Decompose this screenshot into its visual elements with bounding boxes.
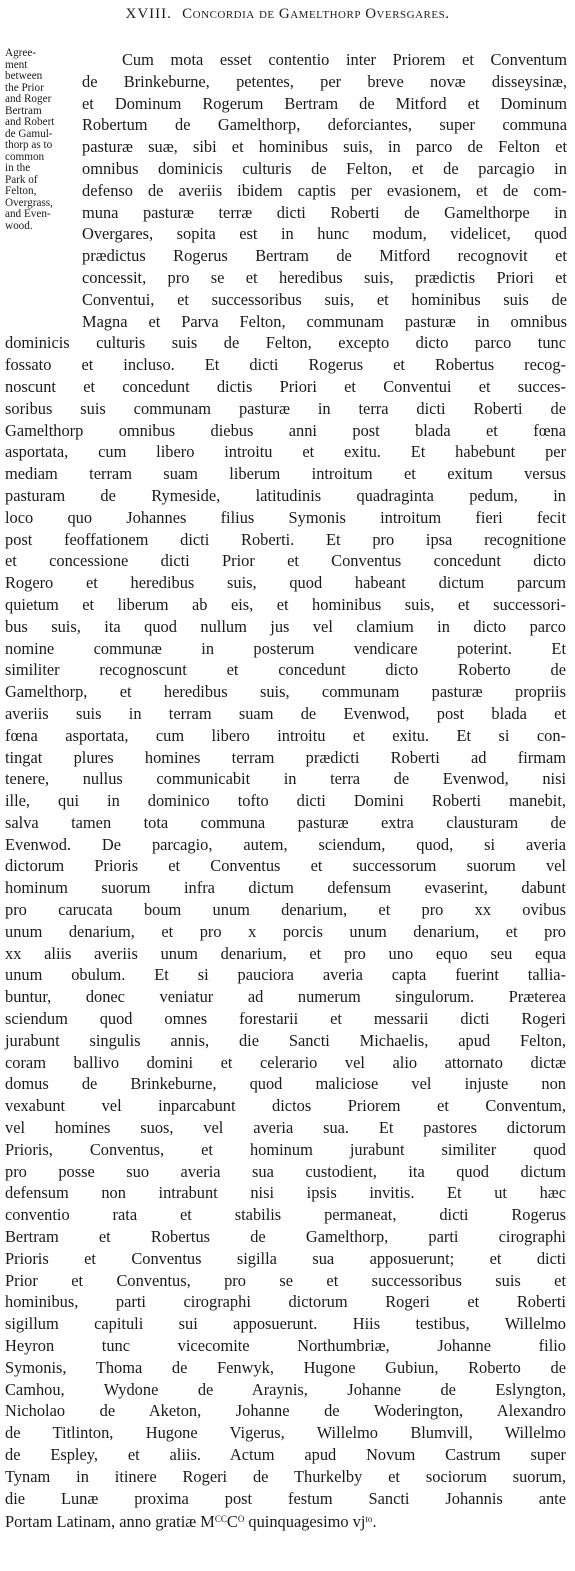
text-fragment: Portam Latinam, anno gratiæ M <box>5 1512 215 1532</box>
text-line: Prior et Conventus, pro se et successoribus suis et <box>5 1270 566 1290</box>
text-fragment: quinquagesimo vj <box>244 1512 366 1532</box>
margin-note-line: thorp as to <box>5 139 53 151</box>
text-fragment: . <box>372 1512 377 1532</box>
text-line: pasturam de Rymeside, latitudinis quadraginta pedum, in <box>5 485 566 505</box>
text-line: similiter recognoscunt et concedunt dicto Roberto de <box>5 660 566 680</box>
text-line: et concessione dicti Prior et Conventus concedunt dicto <box>5 551 566 571</box>
text-line: de Titlinton, Hugone Vigerus, Willelmo Blumvill, Willelmo <box>5 1423 566 1443</box>
text-line: Prioris, Conventus, et hominum jurabunt similiter quod <box>5 1139 566 1159</box>
text-line: salva tamen tota communa pasturæ extra clausturam de <box>5 812 566 832</box>
text-line: quietum et liberum ab eis, et hominibus suis, et successori- <box>5 594 566 614</box>
text-line: et Dominum Rogerum Bertram de Mitford et Dominum <box>82 93 567 113</box>
margin-note-line: Park of <box>5 173 38 186</box>
text-line: soribus suis communam pasturæ in terra dicti Roberti de <box>5 398 566 418</box>
text-line: Camhou, Wydone de Araynis, Johanne de Eslyngton, <box>5 1379 566 1399</box>
text-line: post feoffationem dicti Roberti. Et pro ipsa recognitione <box>5 529 566 549</box>
text-line: coram ballivo domini et celerario vel alio attornato dictæ <box>5 1052 566 1072</box>
text-line: vel homines suos, vel averia sua. Et pastores dictorum <box>5 1118 566 1138</box>
text-line: buntur, donec veniatur ad numerum singulorum. Præterea <box>5 987 566 1007</box>
text-line: Conventui, et successoribus suis, et hominibus suis de <box>82 289 567 309</box>
margin-note-line: and Roger <box>5 93 52 105</box>
text-line: sciendum quod omnes forestarii et messarii dicti Rogeri <box>5 1009 566 1029</box>
text-line: defensum non intrabunt nisi ipsis invitis. Et ut hæc <box>5 1183 566 1203</box>
text-line: de Espley, et aliis. Actum apud Novum Castrum super <box>5 1445 566 1464</box>
text-line-final <box>5 1509 566 1533</box>
text-line: loco quo Johannes filius Symonis introitum fieri fecit <box>5 507 566 527</box>
text-line: dominicis culturis suis de Felton, excepto dicto parco tunc <box>5 333 566 353</box>
text-line: Symonis, Thoma de Fenwyk, Hugone Gubiun, Roberto de <box>5 1357 566 1377</box>
margin-note-line: Agree- <box>5 47 37 59</box>
superscript: CC <box>214 1514 227 1525</box>
margin-note-line: the Prior <box>5 81 44 94</box>
margin-note-line: and Robert <box>5 116 55 128</box>
text-line: pro carucata boum unum denarium, et pro xx ovibus <box>5 900 566 920</box>
text-line: tenere, nullus communicabit in terra de Evenwod, nisi <box>5 769 566 789</box>
margin-note-line: ment <box>5 58 28 71</box>
text-line: hominum suorum infra dictum defensum evaserint, dabunt <box>5 878 566 898</box>
text-line: ille, qui in dominico tofto dicti Domini Roberti manebit, <box>5 791 566 811</box>
text-line: Tynam in itinere Rogeri de Thurkelby et sociorum suorum, <box>5 1466 566 1486</box>
text-line: unum obulum. Et si pauciora averia capta fuerint tallia- <box>5 965 566 985</box>
text-line: pasturæ suæ, sibi et hominibus suis, in parco de Felton et <box>82 137 567 157</box>
text-line: Robertum de Gamelthorp, deforciantes, super communa <box>82 115 567 135</box>
superscript: to <box>365 1514 373 1525</box>
superscript: O <box>237 1514 245 1525</box>
text-line: prædictus Rogerus Bertram de Mitford recognovit et <box>82 246 567 266</box>
text-line: Bertram et Robertus de Gamelthorp, parti cirographi <box>5 1227 566 1247</box>
text-line: pro posse suo averia sua custodient, ita quod dictum <box>5 1161 566 1181</box>
text-line: Gamelthorp, et heredibus suis, communam pasturæ propriis <box>5 682 566 702</box>
text-line: concessit, pro se et heredibus suis, prædictis Priori et <box>82 267 567 287</box>
text-line: vexabunt vel inparcabunt dictos Priorem et Conventum, <box>5 1096 566 1116</box>
text-line: fœna asportata, cum libero introitu et exitu. Et si con- <box>5 725 566 745</box>
margin-note-line: Bertram <box>5 104 42 117</box>
text-fragment: C <box>226 1512 238 1532</box>
document-body <box>0 49 575 1533</box>
text-line: mediam terram suam liberum introitum et exitum versus <box>5 464 566 484</box>
text-line: asportata, cum libero introitu et exitu. Et habebunt per <box>5 442 566 462</box>
text-line: unum denarium, et pro x porcis unum denarium, et pro <box>5 921 566 941</box>
text-line: die Lunæ proxima post festum Sancti Johannis ante <box>5 1488 566 1508</box>
text-line: tingat plures homines terram prædicti Roberti ad firmam <box>5 747 566 767</box>
document-heading <box>0 6 575 23</box>
text-line: hominibus, parti cirographi dictorum Rogeri et Roberti <box>5 1292 566 1312</box>
text-line: nomine communæ in posterum vendicare poterint. Et <box>5 638 566 658</box>
margin-note-line: Felton, <box>5 185 37 197</box>
text-line: Evenwod. De parcagio, autem, sciendum, quod, si averia <box>5 834 566 854</box>
text-line: Heyron tunc vicecomite Northumbriæ, Johanne filio <box>5 1336 566 1356</box>
text-line: sigillum capituli sui apposuerunt. Hiis testibus, Willelmo <box>5 1314 566 1334</box>
text-line: Prioris et Conventus sigilla sua apposuerunt; et dicti <box>5 1248 566 1268</box>
text-line: de Brinkeburne, petentes, per breve novæ disseysinæ, <box>82 71 567 91</box>
heading-title: Concordia de Gamelthorp Oversgares. <box>182 6 450 22</box>
margin-note-line: between <box>5 70 43 82</box>
text-line: fossato et incluso. Et dicti Rogerus et Robertus recog- <box>5 355 566 375</box>
text-line: dictorum Prioris et Conventus et successorum suorum vel <box>5 856 566 876</box>
text-line: bus suis, ita quod nullum jus vel clamium in dicto parco <box>5 616 566 636</box>
text-line: averiis suis in terram suam de Evenwod, post blada et <box>5 703 566 723</box>
text-line: xx aliis averiis unum denarium, et pro uno equo seu equa <box>5 943 566 963</box>
margin-note-line: common <box>5 150 45 163</box>
text-line: noscunt et concedunt dictis Priori et Conventui et succes- <box>5 376 566 396</box>
margin-note-line: de Gamul- <box>5 127 53 140</box>
text-line: Magna et Parva Felton, communam pasturæ in omnibus <box>82 311 567 331</box>
margin-note-line: Overgrass, <box>5 196 53 209</box>
text-line: Nicholao de Aketon, Johanne de Woderington, Alexandro <box>5 1401 566 1421</box>
margin-note-line: wood. <box>5 219 33 232</box>
text-line: conventio rata et stabilis permaneat, dicti Rogerus <box>5 1205 566 1225</box>
heading-number: XVIII. <box>125 6 172 22</box>
margin-note-line: in the <box>5 162 31 174</box>
text-line: Gamelthorp omnibus diebus anni post blada et fœna <box>5 420 566 440</box>
text-line: Cum mota esset contentio inter Priorem et Conventum <box>122 50 567 69</box>
text-line: Rogero et heredibus suis, quod habeant dictum parcum <box>5 573 566 593</box>
text-line: jurabunt singulis annis, die Sancti Michaelis, apud Felton, <box>5 1030 566 1050</box>
margin-note-line: and Even- <box>5 208 51 220</box>
text-line: omnibus dominicis culturis de Felton, et de parcagio in <box>82 158 567 178</box>
text-line: defenso de averiis ibidem captis per evasionem, et de com- <box>82 180 567 200</box>
text-line: muna pasturæ terræ dicti Roberti de Gamelthorpe in <box>82 202 567 222</box>
text-line: Overgares, sopita est in hunc modum, videlicet, quod <box>82 224 567 244</box>
text-line: domus de Brinkeburne, quod maliciose vel injuste non <box>5 1074 566 1094</box>
